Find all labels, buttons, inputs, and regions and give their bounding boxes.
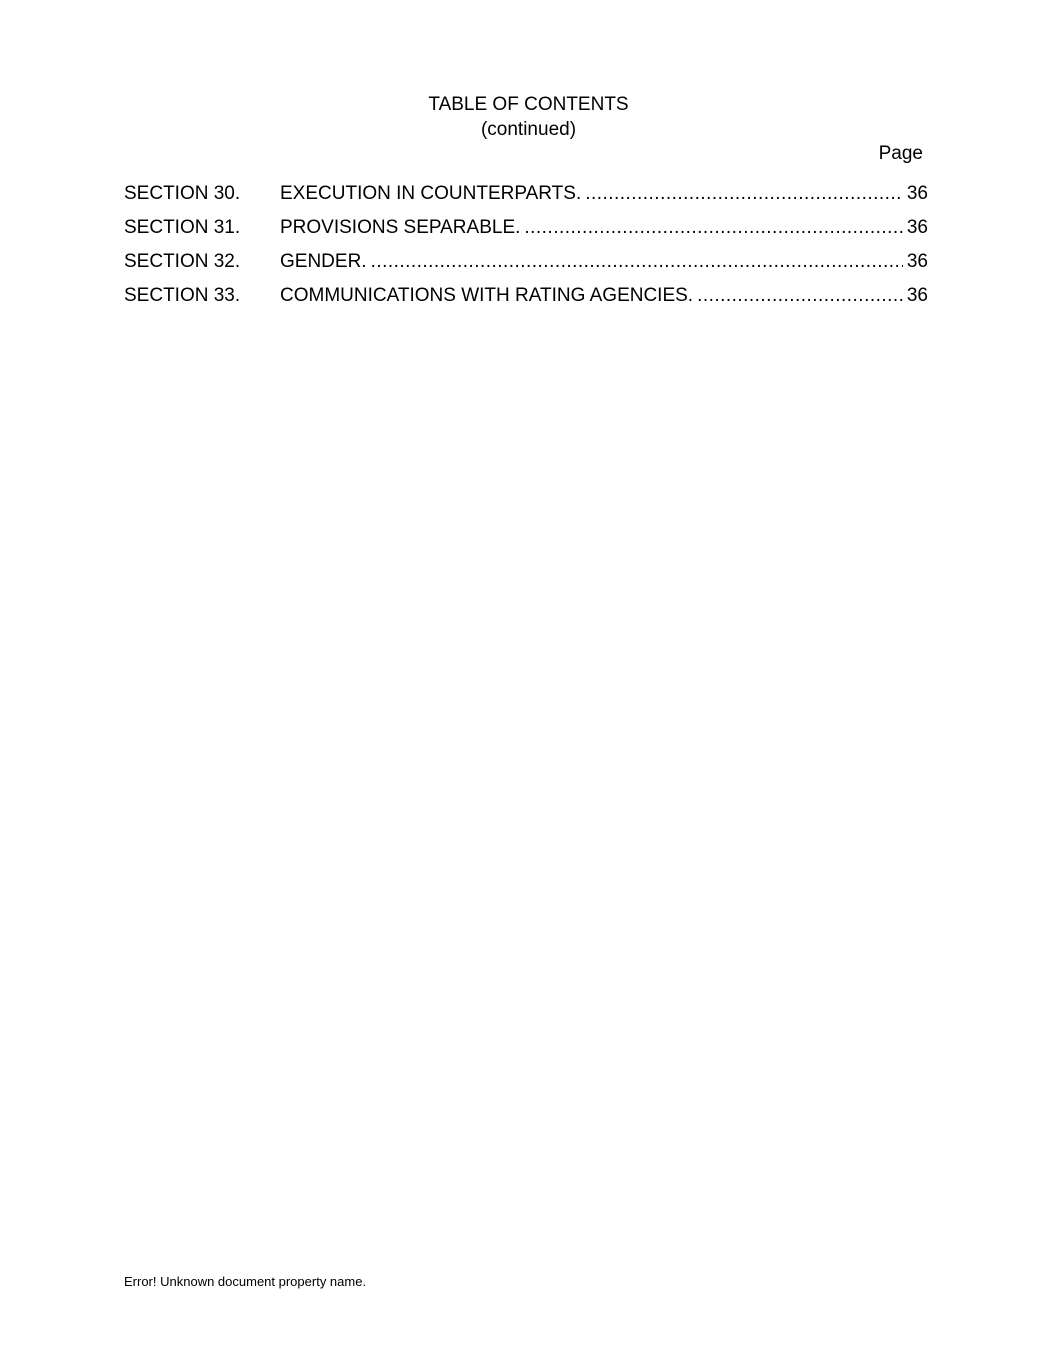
toc-entry-body: [280, 283, 903, 309]
page-column-header: Page: [878, 143, 923, 164]
toc-entry-number: SECTION 32.: [124, 251, 241, 272]
toc-entry-title: COMMUNICATIONS WITH RATING AGENCIES.: [280, 285, 694, 306]
toc-entry-page: 36: [906, 183, 928, 204]
dot-leader: [520, 215, 902, 241]
toc-entry-title: GENDER.: [280, 251, 367, 272]
toc-entry[interactable]: [124, 181, 928, 215]
toc-entry-page: 36: [906, 285, 928, 306]
toc-entry[interactable]: [124, 215, 928, 249]
toc-entry-number: SECTION 30.: [124, 183, 241, 204]
toc-entry-title: PROVISIONS SEPARABLE.: [280, 217, 521, 238]
toc-entry-number: SECTION 33.: [124, 285, 241, 306]
toc-entry-page: 36: [906, 217, 928, 238]
toc-entry-number: SECTION 31.: [124, 217, 241, 238]
toc-entry-body: [280, 249, 903, 275]
toc-entry-page: 36: [906, 251, 928, 272]
toc-subtitle: (continued): [480, 119, 577, 140]
toc-entry-body: [280, 215, 903, 241]
dot-leader: [367, 249, 903, 275]
dot-leader: [581, 181, 903, 207]
toc-entry-title: EXECUTION IN COUNTERPARTS.: [280, 183, 582, 204]
toc-entry-body: [280, 181, 903, 207]
toc-entry[interactable]: [124, 283, 928, 317]
toc-entry[interactable]: [124, 249, 928, 283]
toc-title: TABLE OF CONTENTS: [428, 94, 629, 115]
dot-leader: [693, 283, 903, 309]
toc-list: [124, 181, 928, 317]
footer-error-text: Error! Unknown document property name.: [124, 1274, 367, 1289]
